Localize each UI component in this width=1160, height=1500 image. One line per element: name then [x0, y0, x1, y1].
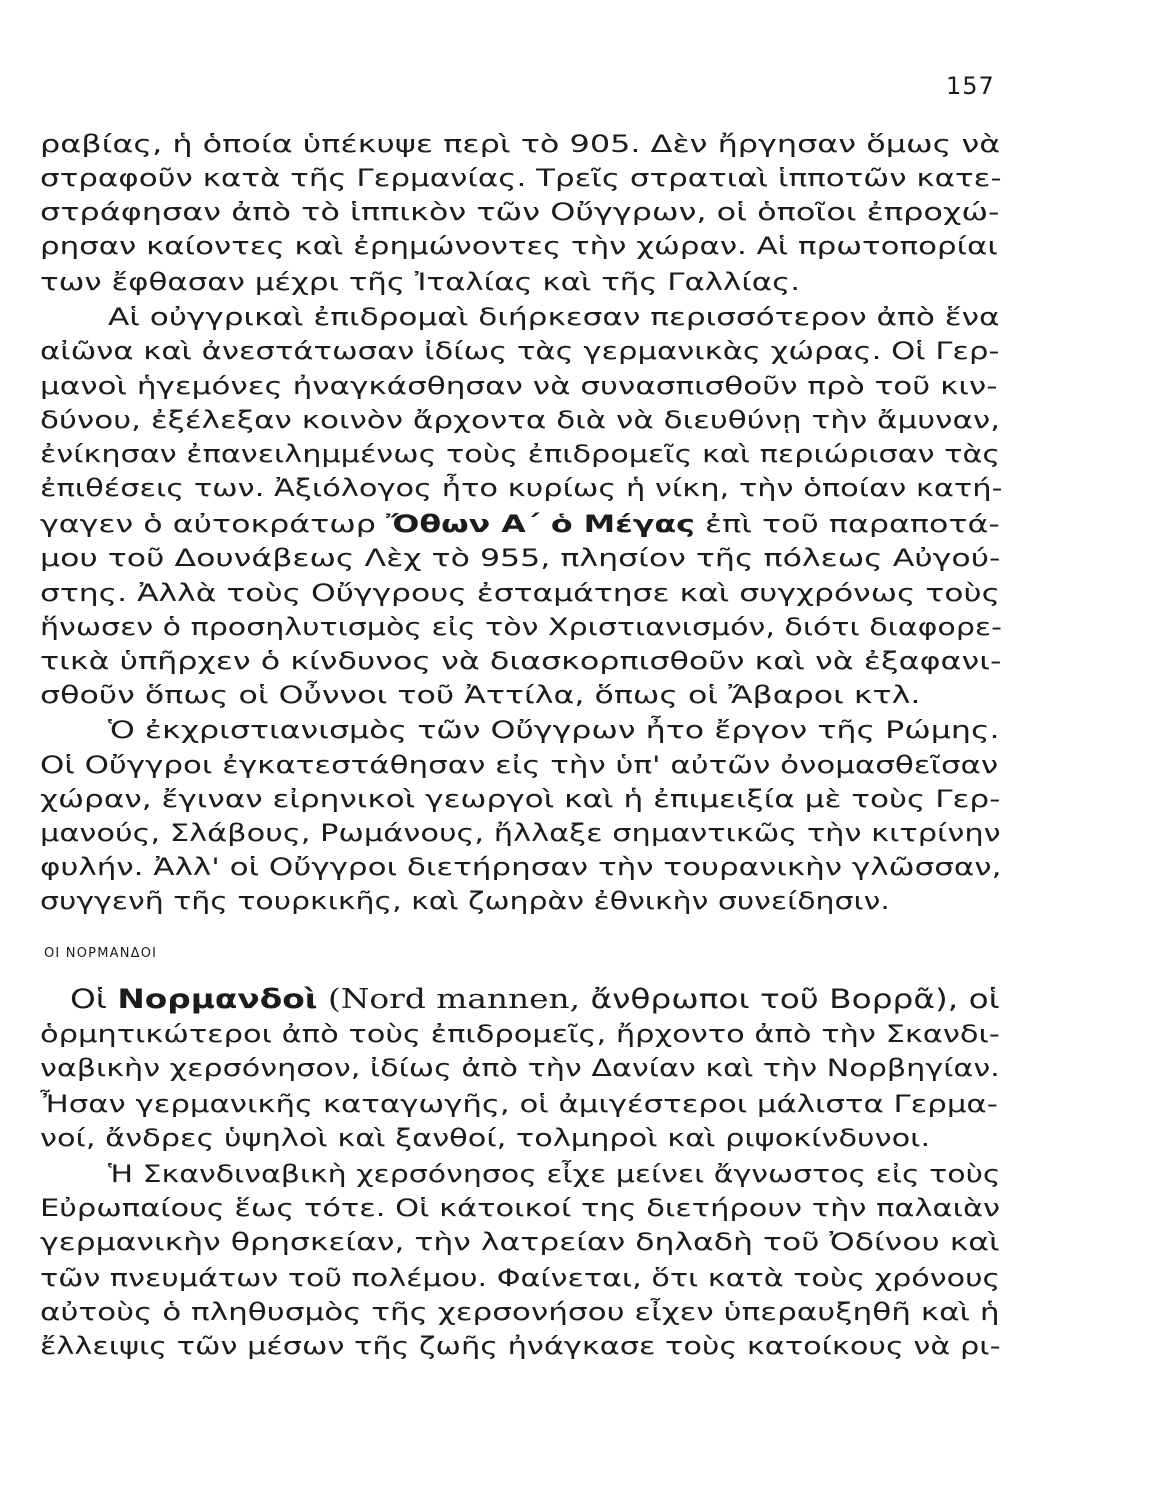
- text-line: μανούς, Σλάβους, Ρωμάνους, ἤλλαξε σημαντικῶς τὴν κιτρίνην: [40, 819, 1001, 847]
- text-line: ἔλλειψις τῶν μέσων τῆς ζωῆς ἠνάγκασε τοὺς κατοίκους νὰ ρι-: [40, 1332, 1001, 1360]
- text-line: ρησαν καίοντες καὶ ἐρημώνοντες τὴν χώραν. Αἱ πρωτοπορίαι: [40, 232, 998, 260]
- text-line: σθοῦν ὅπως οἱ Οὖννοι τοῦ Ἀττίλα, ὅπως οἱ Ἄβαροι κτλ.: [40, 681, 921, 709]
- text-line: ἥνωσεν ὁ προσηλυτισμὸς εἰς τὸν Χριστιανισμόν, διότι διαφορε-: [40, 613, 1002, 641]
- text-line: ραβίας, ἡ ὁποία ὑπέκυψε περὶ τὸ 905. Δὲν ἤργησαν ὅμως νὰ: [40, 130, 1001, 158]
- text-line: φυλήν. Ἀλλ' οἱ Οὔγγροι διετήρησαν τὴν τουρανικὴν γλῶσσαν,: [40, 853, 1002, 881]
- text-line: Αἱ οὐγγρικαὶ ἐπιδρομαὶ διήρκεσαν περισσότερον ἀπὸ ἕνα: [108, 303, 1000, 331]
- bold-name-otto: Ὄθων Α΄ ὁ Μέγας: [385, 510, 695, 538]
- text-line: μου τοῦ Δουνάβεως Λὲχ τὸ 955, πλησίον τῆς πόλεως Αὐγού-: [40, 544, 1001, 572]
- text-line: [70, 986, 1000, 1014]
- text-line: Ἦσαν γερμανικῆς καταγωγῆς, οἱ ἀμιγέστεροι μάλιστα Γερμα-: [40, 1090, 998, 1118]
- text-line: στράφησαν ἀπὸ τὸ ἱππικὸν τῶν Οὔγγρων, οἱ ὁποῖοι ἐπροχώ-: [40, 198, 1000, 226]
- text-line: τικὰ ὑπῆρχεν ὁ κίνδυνος νὰ διασκορπισθοῦν καὶ νὰ ἐξαφανι-: [40, 647, 1002, 675]
- text-line: [40, 510, 1000, 538]
- text-line: μανοὶ ἡγεμόνες ἠναγκάσθησαν νὰ συνασπισθοῦν πρὸ τοῦ κιν-: [40, 372, 998, 400]
- text-line: ναβικὴν χερσόνησον, ἰδίως ἀπὸ τὴν Δανίαν καὶ τὴν Νορβηγίαν.: [40, 1054, 1000, 1082]
- line-text-before: γαγεν ὁ αὐτοκράτωρ: [40, 510, 386, 538]
- text-line: ἐπιθέσεις των. Ἀξιόλογος ἦτο κυρίως ἡ νίκη, τὴν ὁποίαν κατή-: [40, 474, 1003, 502]
- text-line: Ἡ Σκανδιναβικὴ χερσόνησος εἶχε μείνει ἄγνωστος εἰς τοὺς: [108, 1160, 1001, 1188]
- text-line: ἐνίκησαν ἐπανειλημμένως τοὺς ἐπιδρομεῖς καὶ περιώρισαν τὰς: [40, 440, 1001, 468]
- text-line: δύνου, ἐξέλεξαν κοινὸν ἄρχοντα διὰ νὰ διευθύνῃ τὴν ἄμυναν,: [40, 406, 1001, 434]
- text-line: αὐτοὺς ὁ πληθυσμὸς τῆς χερσονήσου εἶχεν ὑπεραυξηθῆ καὶ ἡ: [40, 1298, 1000, 1326]
- text-line: των ἔφθασαν μέχρι τῆς Ἰταλίας καὶ τῆς Γαλλίας.: [40, 268, 801, 296]
- text-line: Ὁ ἐκχριστιανισμὸς τῶν Οὔγγρων ἦτο ἔργον τῆς Ρώμης.: [108, 716, 1000, 744]
- section-heading: ΟΙ ΝΟΡΜΑΝΔΟΙ: [44, 946, 158, 961]
- text-line: αἰῶνα καὶ ἀνεστάτωσαν ἰδίως τὰς γερμανικὰς χώρας. Οἱ Γερ-: [40, 337, 1000, 365]
- text-line: συγγενῆ τῆς τουρκικῆς, καὶ ζωηρὰν ἐθνικὴν συνείδησιν.: [40, 887, 890, 915]
- text-line: γερμανικὴν θρησκείαν, τὴν λατρείαν δηλαδὴ τοῦ Ὀδίνου καὶ: [40, 1228, 1000, 1256]
- line-text-after: ἐπὶ τοῦ παραποτά-: [694, 510, 1000, 538]
- text-line: χώραν, ἔγιναν εἰρηνικοὶ γεωργοὶ καὶ ἡ ἐπιμειξία μὲ τοὺς Γερ-: [40, 785, 1001, 813]
- text-line: τῶν πνευμάτων τοῦ πολέμου. Φαίνεται, ὅτι κατὰ τοὺς χρόνους: [40, 1264, 1001, 1292]
- latin-gloss: (Nord mannen,: [317, 984, 581, 1015]
- bold-term-normans: Νορμανδοὶ: [117, 984, 318, 1015]
- text-line: στης. Ἀλλὰ τοὺς Οὔγγρους ἐσταμάτησε καὶ συγχρόνως τοὺς: [40, 579, 1001, 607]
- line-text-before: Οἱ: [70, 984, 118, 1015]
- text-line: Οἱ Οὔγγροι ἐγκατεστάθησαν εἰς τὴν ὑπ' αὐτῶν ὀνομασθεῖσαν: [40, 751, 999, 779]
- line-text-after: ἄνθρωποι τοῦ Βορρᾶ), οἱ: [580, 984, 1000, 1015]
- text-line: νοί, ἄνδρες ὑψηλοὶ καὶ ξανθοί, τολμηροὶ καὶ ριψοκίνδυνοι.: [40, 1124, 931, 1152]
- text-line: ὁρμητικώτεροι ἀπὸ τοὺς ἐπιδρομεῖς, ἤρχοντο ἀπὸ τὴν Σκανδι-: [40, 1020, 1000, 1048]
- text-line: στραφοῦν κατὰ τῆς Γερμανίας. Τρεῖς στρατιαὶ ἱπποτῶν κατε-: [40, 164, 1002, 192]
- text-line: Εὐρωπαίους ἕως τότε. Οἱ κάτοικοί της διετήρουν τὴν παλαιὰν: [40, 1194, 1001, 1222]
- page-number: 157: [946, 72, 995, 100]
